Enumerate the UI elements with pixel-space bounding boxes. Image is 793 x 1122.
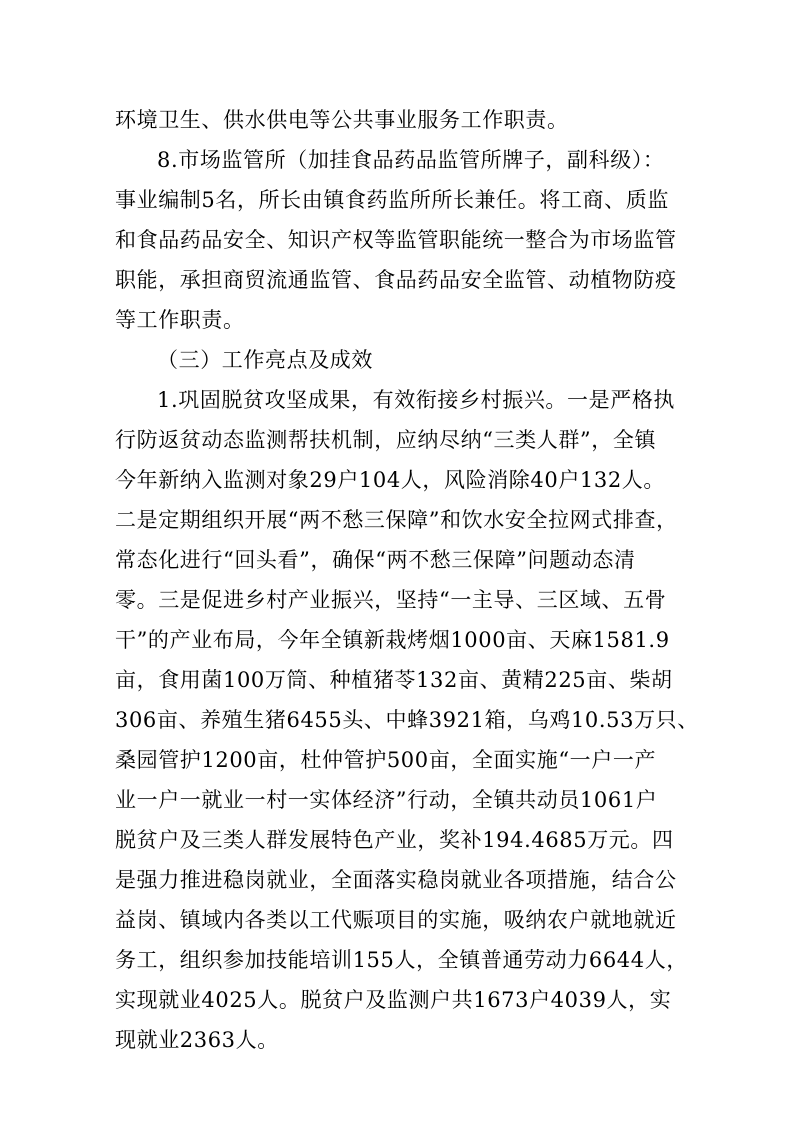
text-line: 306亩、养殖生猪6455头、中蜂3921箱，乌鸡10.53万只、: [115, 708, 699, 732]
text-line: 环境卫生、供水供电等公共事业服务工作职责。: [115, 108, 569, 132]
text-line: 事业编制5名，所长由镇食药监所所长兼任。将工商、质监: [115, 188, 669, 212]
text-line: 行防返贫动态监测帮扶机制，应纳尽纳“三类人群”，全镇: [115, 428, 657, 452]
text-line: 亩，食用菌100万筒、种植猪苓132亩、黄精225亩、柴胡: [115, 668, 673, 692]
text-line: 业一户一就业一村一实体经济”行动，全镇共动员1061户: [115, 788, 658, 812]
text-line: 常态化进行“回头看”，确保“两不愁三保障”问题动态清: [115, 548, 636, 572]
text-line: 桑园管护1200亩，杜仲管护500亩，全面实施“一户一产: [115, 748, 657, 772]
text-line: 干”的产业布局，今年全镇新栽烤烟1000亩、天麻1581.9: [115, 628, 670, 652]
text-line: 益岗、镇域内各类以工代赈项目的实施，吸纳农户就地就近: [115, 908, 677, 932]
text-line: 零。三是促进乡村产业振兴，坚持“一主导、三区域、五骨: [115, 588, 667, 612]
text-line: 二是定期组织开展“两不愁三保障”和饮水安全拉网式排查，: [115, 508, 678, 532]
text-line: 等工作职责。: [115, 308, 245, 332]
text-line: 职能，承担商贸流通监管、食品药品安全监管、动植物防疫: [115, 268, 677, 292]
text-line: 是强力推进稳岗就业，全面落实稳岗就业各项措施，结合公: [115, 868, 677, 892]
text-line: 脱贫户及三类人群发展特色产业，奖补194.4685万元。四: [115, 828, 674, 852]
text-line: 务工，组织参加技能培训155人，全镇普通劳动力6644人，: [115, 948, 688, 972]
text-line: 8.市场监管所（加挂食品药品监管所牌子，副科级）：: [157, 148, 665, 172]
text-line: 和食品药品安全、知识产权等监管职能统一整合为市场监管: [115, 228, 677, 252]
text-line: 1.巩固脱贫攻坚成果，有效衔接乡村振兴。一是严格执: [157, 388, 676, 412]
text-line: 实现就业4025人。脱贫户及监测户共1673户4039人，实: [115, 988, 672, 1012]
text-line: 今年新纳入监测对象29户104人，风险消除40户132人。: [115, 468, 666, 492]
text-line: 现就业2363人。: [115, 1028, 279, 1052]
section-heading: （三）工作亮点及成效: [157, 348, 373, 372]
